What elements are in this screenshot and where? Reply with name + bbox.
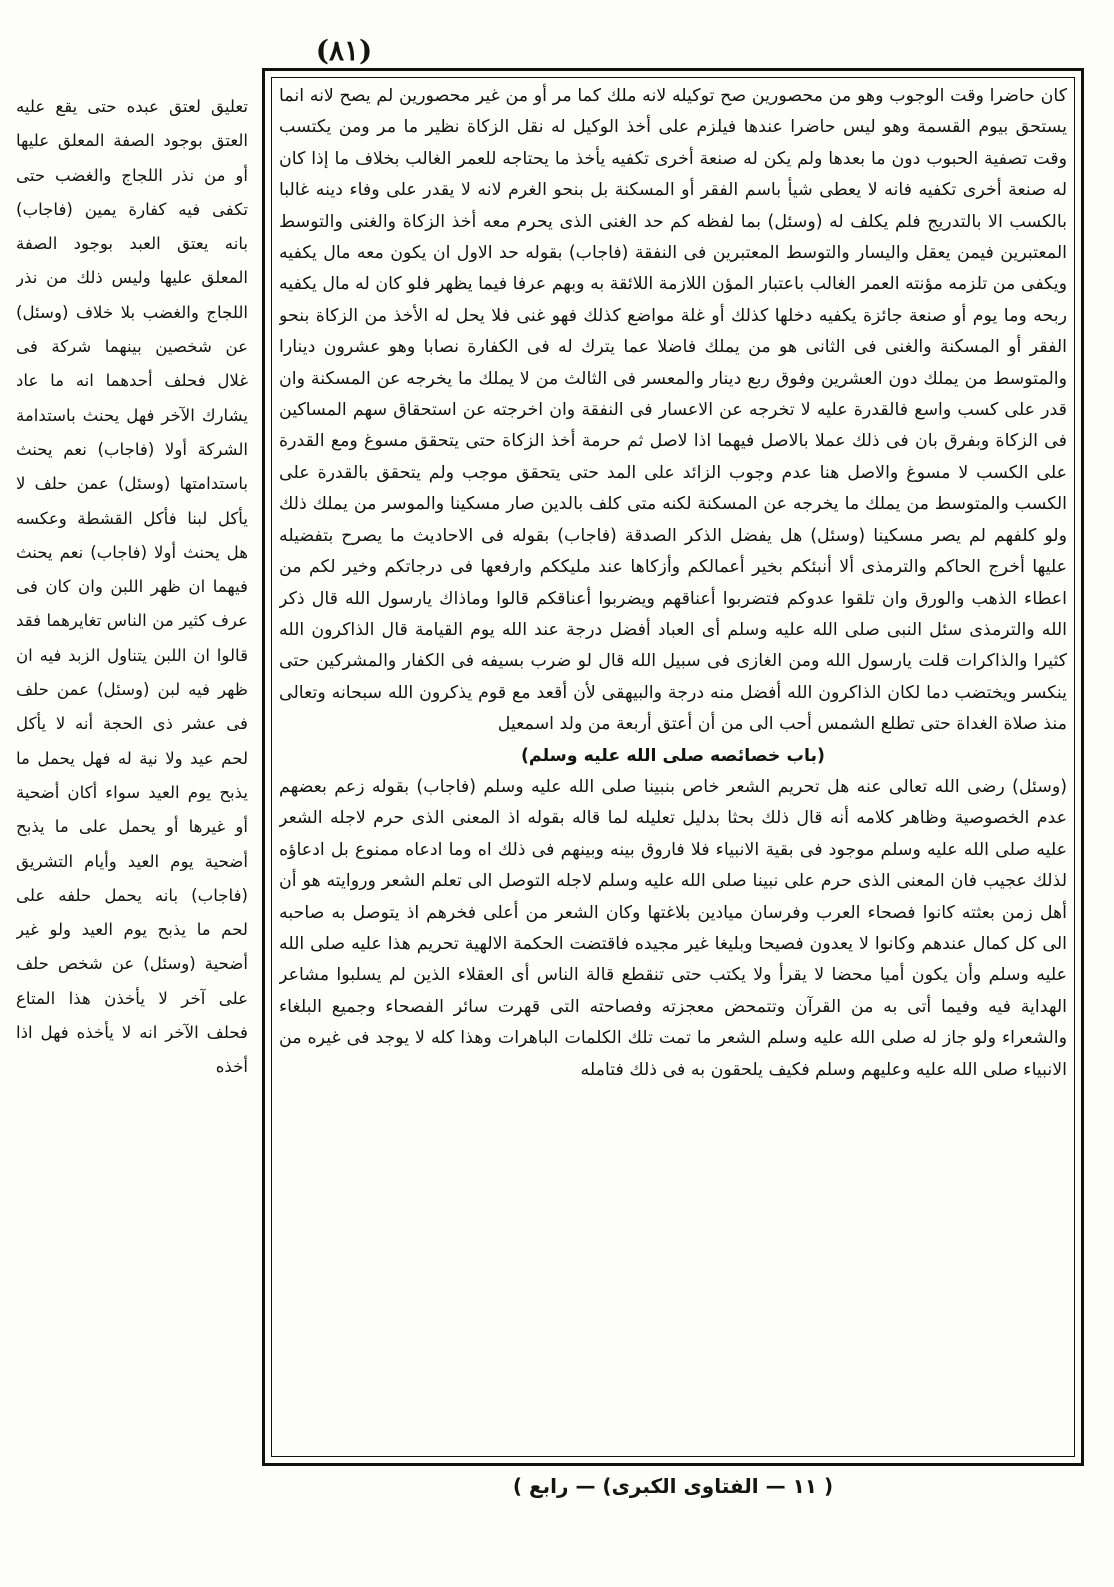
margin-commentary-column [16, 90, 248, 1470]
page-number: (٨١) [315, 34, 373, 67]
section-title: (باب خصائصه صلى الله عليه وسلم) [520, 745, 826, 766]
page-footer: ( ١١ — الفتاوى الكبرى) — رابع ) [512, 1474, 834, 1498]
section-paragraph: (وسئل) رضى الله تعالى عنه هل تحريم الشعر خاص بنبينا صلى الله عليه وسلم (فاجاب) بقوله زعم بعضهم عدم الخصوصية وظاهر كلامه أنه قال ذلك بحثا بدليل تعليله لما قاله بقوله اذ المعنى الذى حرم لاجله الشعر عليه صلى الله عليه وسلم موجود فى بقية الانبياء فلا فاروق بينه وبينهم فى ذلك اه وما ادعاه ممنوع بل ادعاؤه لذلك عجيب فان المعنى الذى حرم على نبينا صلى الله عليه وسلم لاجله التوصل الى تعلم الشعر وروايته هو أن أهل زمن بعثته كانوا فصحاء العرب وفرسان ميادين بلاغتها وكان الشعر من أعلى فخرهم اذ يتوصل به صاحبه الى كل كمال عندهم وكانوا لا يعدون فصيحا وبليغا غير مجيده فاقتضت الحكمة الالهية تحريم هذا عليه صلى الله عليه وسلم وأن يكون أميا محضا لا يقرأ ولا يكتب حتى تنقطع قالة الناس أى العقلاء الذين لم يسلبوا مشاعر الهداية فيه وفيما أتى به من القرآن وتتمحض معجزته وفصاحته التى قهرت سائر الفصحاء وجميع البلغاء والشعراء ولو جاز له صلى الله عليه وسلم الشعر ما تمت تلك الكلمات الباهرات وهذا كله لا يوجد فى غيره من الانبياء صلى الله عليه وعليهم وسلم فكيف يلحقون به فى ذلك فتامله [279, 776, 1067, 1080]
main-paragraph: كان حاضرا وقت الوجوب وهو من محصورين صح توكيله لانه ملك كما مر أو من غير محصورين لم يصح لانه انما يستحق بيوم القسمة وهو ليس حاضرا عندها فيلزم على أخذ الوكيل له نقل الزكاة نظير ما مر ومن يكتسب وقت تصفية الحبوب دون ما بعدها ولم يكن له صنعة أخرى تكفيه يأخذ ما يحتاجه للعمر الغالب بخلاف ما إذا كان له صنعة أخرى تكفيه فانه لا يعطى شيأ باسم الفقر أو المسكنة بل بنحو الغرم لانه لا يقدر على وفاء دينه غالبا بالكسب الا بالتدريج فلم يكلف له (وسئل) بما لفظه كم حد الغنى الذى يحرم معه أخذ الزكاة والغنى والتوسط المعتبرين فيمن يعقل واليسار والتوسط المعتبرين فى النفقة (فاجاب) بقوله حد الاول ان يكون معه مال يكفيه ويكفى من تلزمه مؤنته العمر الغالب باعتبار المؤن اللازمة اللائقة به وبهم عرفا فيما يظهر فلو كان له مال يكفيه ربحه وما يوم أو صنعة جائزة يكفيه دخلها كذلك أو غلة مواضع كذلك فهو غنى فلا يحل له الأخذ من الزكاة بنحو الفقر أو المسكنة والغنى فى الثانى هو من يملك فاضلا عما يترك له فى الكفارة نصابا وهو عشرون دينارا والمتوسط من يملك دون العشرين وفوق ربع دينار والمعسر فى الثالث من لا يملك ما يخرجه عن المسكنة وان قدر على كسب واسع فالقدرة عليه لا تخرجه عن الاعسار فى النفقة وان اخرجته عن استحقاق سهم المساكين فى الزكاة وبفرق بان فى ذلك عملا بالاصل فيهما اذا لاصل ثم حرمة أخذ الزكاة حتى يتحقق مسوغ ومع القدرة على الكسب لا مسوغ والاصل هنا عدم وجوب الزائد على المد حتى يتحقق موجب ولم يتحقق بالقدرة على الكسب والمتوسط من يملك ما يخرجه عن المسكنة لكنه متى كلف بالدين صار مسكينا والموسر من يملك ذلك ولو كلفهم لم يصر مسكينا (وسئل) هل يفضل الذكر الصدقة (فاجاب) بقوله فى الاحاديث ما يصرح بتفضيله عليها أخرج الحاكم والترمذى ألا أنبئكم بخير أعمالكم وأزكاها عند مليككم وارفعها فى درجاتكم وخير لكم من اعطاء الذهب والورق وان تلقوا عدوكم فتضربوا أعناقهم ويضربوا أعناقكم قالوا وماذاك يارسول الله قال ذكر الله والترمذى سئل النبى صلى الله عليه وسلم أى العباد أفضل درجة عند الله يوم القيامة قال الذاكرون الله كثيرا والذاكرات قلت يارسول الله ومن الغازى فى سبيل الله قال لو ضرب بسيفه فى الكفار والمشركين حتى ينكسر ويختضب دما لكان الذاكرون الله أفضل منه درجة والبيهقى لأن أقعد مع قوم يذكرون الله سبحانه وتعالى منذ صلاة الغداة حتى تطلع الشمس أحب الى من أن أعتق أربعة من ولد اسمعيل [279, 86, 1067, 735]
main-text-column [279, 81, 1067, 1453]
main-text-frame [262, 68, 1084, 1466]
margin-paragraph: تعليق لعتق عبده حتى يقع عليه العتق بوجود الصفة المعلق عليها أو من نذر اللجاج والغضب حتى تكفى فيه كفارة يمين (فاجاب) بانه يعتق العبد بوجود الصفة المعلق عليها وليس ذلك من نذر اللجاج والغضب بلا خلاف (وسئل) عن شخصين بينهما شركة فى غلال فحلف أحدهما انه ما عاد يشارك الآخر فهل يحنث باستدامة الشركة أولا (فاجاب) نعم يحنث باستدامتها (وسئل) عمن حلف لا يأكل لبنا فأكل القشطة وعكسه هل يحنث أولا (فاجاب) نعم يحنث فيهما ان ظهر اللبن وان كان فى عرف كثير من الناس تغايرهما فقد قالوا ان اللبن يتناول الزبد فيه ان ظهر فيه لبن (وسئل) عمن حلف فى عشر ذى الحجة أنه لا يأكل لحم عيد ولا نية له فهل يحمل ما يذبح يوم العيد سواء أكان أضحية أو غيرها أو يحمل على ما يذبح أضحية يوم العيد وأيام التشريق (فاجاب) بانه يحمل حلفه على لحم ما يذبح يوم العيد ولو غير أضحية (وسئل) عن شخص حلف على آخر لا يأخذن هذا المتاع فحلف الآخر انه لا يأخذه فهل اذا أخذه [16, 97, 248, 1077]
